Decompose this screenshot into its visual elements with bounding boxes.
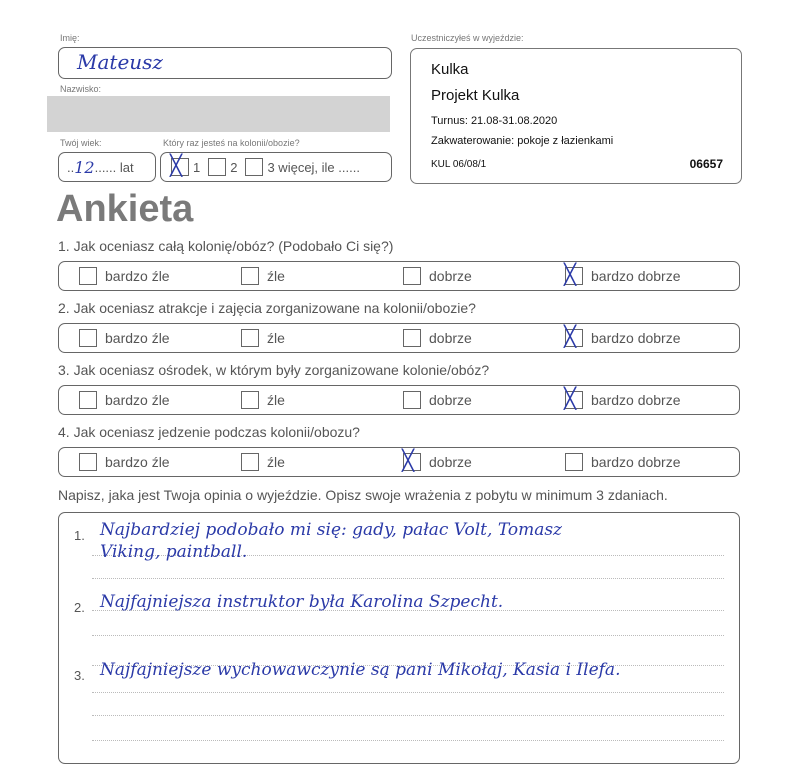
- checkbox[interactable]: [564, 386, 583, 410]
- question-2-option-2[interactable]: [241, 324, 285, 352]
- participant-code: KUL 06/08/1: [431, 159, 487, 170]
- question-1-text: 1. Jak oceniasz całą kolonię/obóz? (Podobało Ci się?): [58, 238, 394, 254]
- option-label: źle: [267, 268, 285, 284]
- checkbox[interactable]: [565, 453, 583, 471]
- checkbox[interactable]: [564, 324, 583, 348]
- surname-redacted: [47, 96, 390, 132]
- option-label: bardzo źle: [105, 330, 170, 346]
- age-label: Twój wiek:: [60, 138, 102, 148]
- age-value: 12: [74, 157, 95, 177]
- times-checkbox-1[interactable]: ╳: [171, 158, 189, 176]
- question-3-option-2[interactable]: [241, 386, 285, 414]
- checkbox[interactable]: [79, 267, 97, 285]
- checkbox[interactable]: [564, 262, 583, 286]
- checkbox[interactable]: [79, 329, 97, 347]
- age-field[interactable]: [58, 152, 156, 182]
- checkbox[interactable]: [403, 391, 421, 409]
- question-4-option-4[interactable]: [565, 448, 681, 476]
- participant-label: Uczestniczyłeś w wyjeździe:: [411, 33, 524, 43]
- check-mark-icon: ╳: [564, 386, 577, 410]
- opinion-item-3-number: 3.: [74, 668, 85, 683]
- surname-label: Nazwisko:: [60, 84, 102, 94]
- option-label: źle: [267, 392, 285, 408]
- opinion-prompt: Napisz, jaka jest Twoja opinia o wyjeździe. Opisz swoje wrażenia z pobytu w minimum 3 zdaniach.: [58, 487, 668, 503]
- question-1-option-3[interactable]: [403, 262, 472, 290]
- option-label: dobrze: [429, 268, 472, 284]
- opinion-item-1-number: 1.: [74, 528, 85, 543]
- checkbox[interactable]: [241, 391, 259, 409]
- checkbox[interactable]: [241, 267, 259, 285]
- option-label: źle: [267, 454, 285, 470]
- participant-line1: Kulka: [431, 61, 469, 78]
- option-label: bardzo źle: [105, 454, 170, 470]
- question-3-options: [58, 385, 740, 415]
- question-4-option-3[interactable]: [403, 448, 472, 476]
- checkbox[interactable]: [403, 267, 421, 285]
- participant-number: 06657: [689, 157, 723, 171]
- question-2-option-4[interactable]: [565, 324, 681, 352]
- times-label: Który raz jesteś na kolonii/obozie?: [163, 138, 300, 148]
- dotted-line: [92, 715, 724, 716]
- question-2-options: [58, 323, 740, 353]
- dotted-line: [92, 578, 724, 579]
- times-option-2: 2: [230, 159, 238, 175]
- opinion-item-1-text-cont: Viking, paintball.: [100, 542, 248, 562]
- question-4-options: [58, 447, 740, 477]
- times-field: [160, 152, 392, 182]
- question-1-option-2[interactable]: [241, 262, 285, 290]
- checkbox[interactable]: [79, 453, 97, 471]
- question-4-option-2[interactable]: [241, 448, 285, 476]
- dotted-line: [92, 635, 724, 636]
- age-suffix: ...... lat: [94, 159, 134, 175]
- question-3-option-1[interactable]: [79, 386, 170, 414]
- participant-turnus: Turnus: 21.08-31.08.2020: [431, 115, 558, 127]
- checkbox[interactable]: [79, 391, 97, 409]
- opinion-item-3-text: Najfajniejsze wychowawczynie są pani Mikołaj, Kasia i Ilefa.: [100, 660, 621, 680]
- option-label: dobrze: [429, 330, 472, 346]
- question-4-option-1[interactable]: [79, 448, 170, 476]
- check-mark-icon: ╳: [564, 324, 577, 348]
- question-3-option-3[interactable]: [403, 386, 472, 414]
- question-1-option-1[interactable]: [79, 262, 170, 290]
- checkbox[interactable]: [241, 329, 259, 347]
- option-label: bardzo źle: [105, 268, 170, 284]
- participant-line2: Projekt Kulka: [431, 87, 520, 104]
- times-checkbox-2[interactable]: [208, 158, 226, 176]
- option-label: bardzo dobrze: [591, 330, 681, 346]
- name-field[interactable]: [58, 47, 392, 79]
- option-label: bardzo dobrze: [591, 392, 681, 408]
- question-2-option-1[interactable]: [79, 324, 170, 352]
- question-2-text: 2. Jak oceniasz atrakcje i zajęcia zorganizowane na kolonii/obozie?: [58, 300, 476, 316]
- times-option-1: 1: [193, 159, 201, 175]
- times-checkbox-3[interactable]: [245, 158, 263, 176]
- check-mark-icon: ╳: [564, 262, 577, 286]
- name-label: Imię:: [60, 33, 80, 43]
- question-1-options: [58, 261, 740, 291]
- opinion-item-1-text: Najbardziej podobało mi się: gady, pałac Volt, Tomasz: [100, 520, 563, 540]
- opinion-item-2-text: Najfajniejsza instruktor była Karolina Szpecht.: [100, 592, 504, 612]
- checkbox[interactable]: [402, 448, 421, 472]
- option-label: bardzo źle: [105, 392, 170, 408]
- option-label: dobrze: [429, 454, 472, 470]
- check-mark-icon: ╳: [402, 448, 415, 472]
- question-3-text: 3. Jak oceniasz ośrodek, w którym były zorganizowane kolonie/obóz?: [58, 362, 490, 378]
- opinion-item-2-number: 2.: [74, 600, 85, 615]
- name-value: Mateusz: [77, 50, 163, 74]
- question-3-option-4[interactable]: [565, 386, 681, 414]
- question-1-option-4[interactable]: [565, 262, 681, 290]
- participant-accommodation: Zakwaterowanie: pokoje z łazienkami: [431, 135, 614, 147]
- times-option-3: 3 więcej, ile ......: [267, 159, 360, 175]
- page-title: Ankieta: [56, 188, 194, 230]
- option-label: bardzo dobrze: [591, 268, 681, 284]
- participant-box: [410, 48, 742, 184]
- age-prefix: ..: [67, 159, 75, 175]
- dotted-line: [92, 692, 724, 693]
- question-2-option-3[interactable]: [403, 324, 472, 352]
- option-label: bardzo dobrze: [591, 454, 681, 470]
- checkbox[interactable]: [403, 329, 421, 347]
- checkbox[interactable]: [241, 453, 259, 471]
- option-label: źle: [267, 330, 285, 346]
- option-label: dobrze: [429, 392, 472, 408]
- dotted-line: [92, 740, 724, 741]
- question-4-text: 4. Jak oceniasz jedzenie podczas kolonii/obozu?: [58, 424, 360, 440]
